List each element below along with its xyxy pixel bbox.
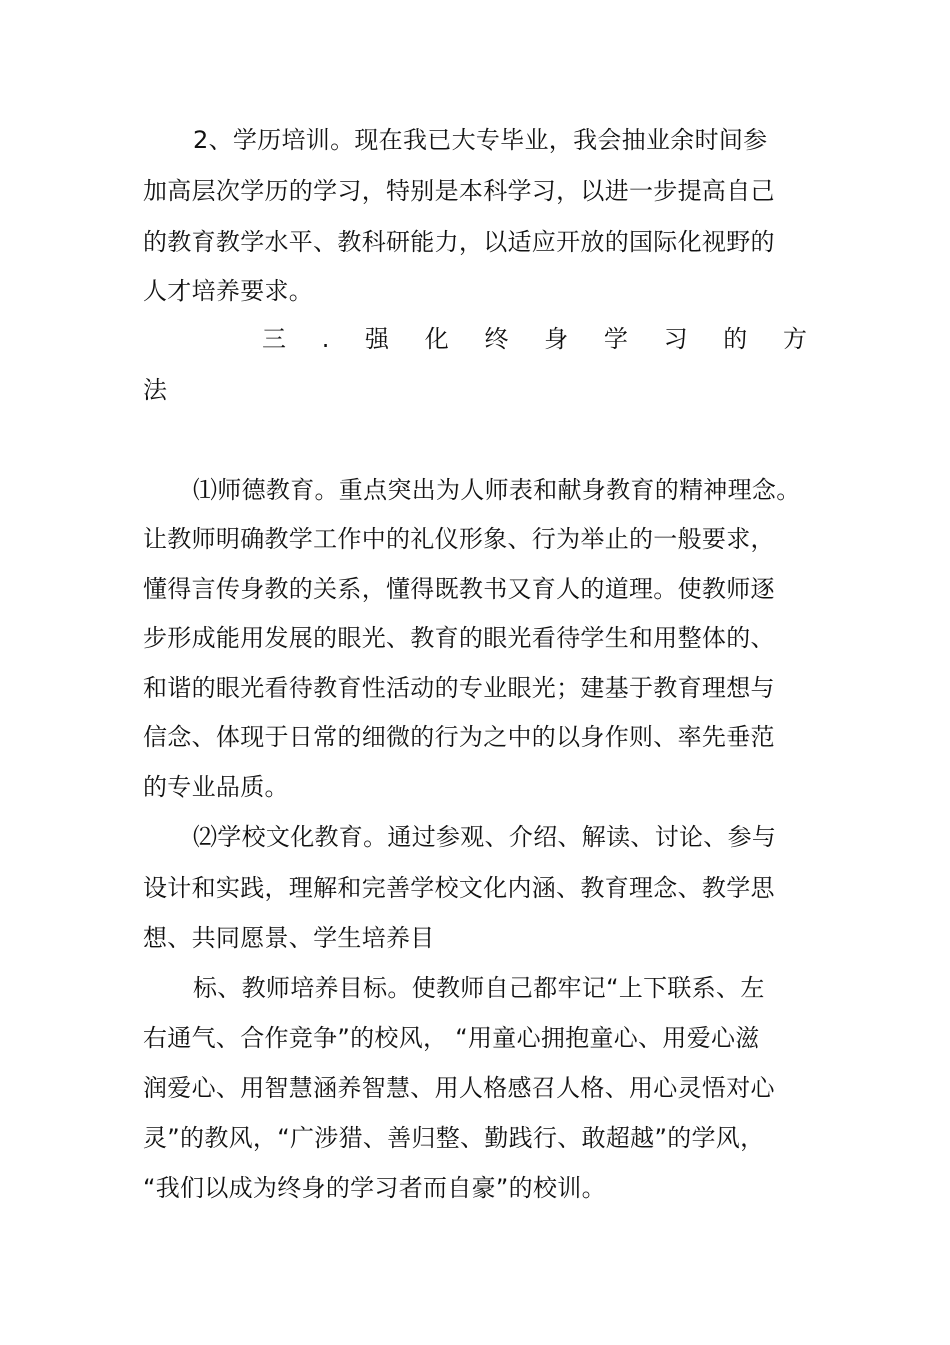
section-heading — [262, 323, 807, 357]
heading-char: 强 — [365, 325, 390, 353]
paragraph-line: 的专业品质。 — [143, 773, 289, 801]
heading-char: 习 — [663, 325, 688, 353]
heading-char: . — [321, 325, 330, 353]
heading-char: 学 — [603, 325, 628, 353]
paragraph-line: 右通气、合作竞争”的校风， “用童心拥抱童心、用爱心滋 — [143, 1024, 760, 1052]
heading-char: 终 — [484, 325, 509, 353]
paragraph-line: 人才培养要求。 — [143, 277, 314, 305]
paragraph-line: ⑴师德教育。重点突出为人师表和献身教育的精神理念。 — [193, 476, 801, 504]
paragraph-line: 的教育教学水平、教科研能力，以适应开放的国际化视野的 — [143, 228, 775, 256]
paragraph-line: 让教师明确教学工作中的礼仪形象、行为举止的一般要求， — [143, 525, 775, 553]
paragraph-line: 加高层次学历的学习，特别是本科学习，以进一步提高自己 — [143, 177, 775, 205]
paragraph-line: “我们以成为终身的学习者而自豪”的校训。 — [143, 1174, 606, 1202]
paragraph-line: 懂得言传身教的关系，懂得既教书又育人的道理。使教师逐 — [143, 575, 775, 603]
section-heading-tail: 法 — [143, 376, 168, 404]
heading-char: 方 — [782, 325, 807, 353]
paragraph-line: 想、共同愿景、学生培养目 — [143, 924, 435, 952]
paragraph-line: 灵”的教风，“广涉猎、善归整、勤践行、敢超越”的学风， — [143, 1124, 765, 1152]
paragraph-line: ⑵学校文化教育。通过参观、介绍、解读、讨论、参与 — [193, 823, 777, 851]
heading-char: 身 — [544, 325, 569, 353]
heading-char: 化 — [424, 325, 449, 353]
paragraph-line: 2、学历培训。现在我已大专毕业，我会抽业余时间参 — [193, 126, 768, 154]
heading-char: 三 — [262, 325, 286, 353]
paragraph-line: 步形成能用发展的眼光、教育的眼光看待学生和用整体的、 — [143, 624, 775, 652]
paragraph-line: 润爱心、用智慧涵养智慧、用人格感召人格、用心灵悟对心 — [143, 1074, 775, 1102]
paragraph-line: 信念、体现于日常的细微的行为之中的以身作则、率先垂范 — [143, 723, 775, 751]
paragraph-line: 和谐的眼光看待教育性活动的专业眼光；建基于教育理想与 — [143, 674, 775, 702]
paragraph-line: 标、教师培养目标。使教师自己都牢记“上下联系、左 — [193, 974, 765, 1002]
paragraph-line: 设计和实践，理解和完善学校文化内涵、教育理念、教学思 — [143, 874, 775, 902]
heading-char: 的 — [723, 325, 748, 353]
